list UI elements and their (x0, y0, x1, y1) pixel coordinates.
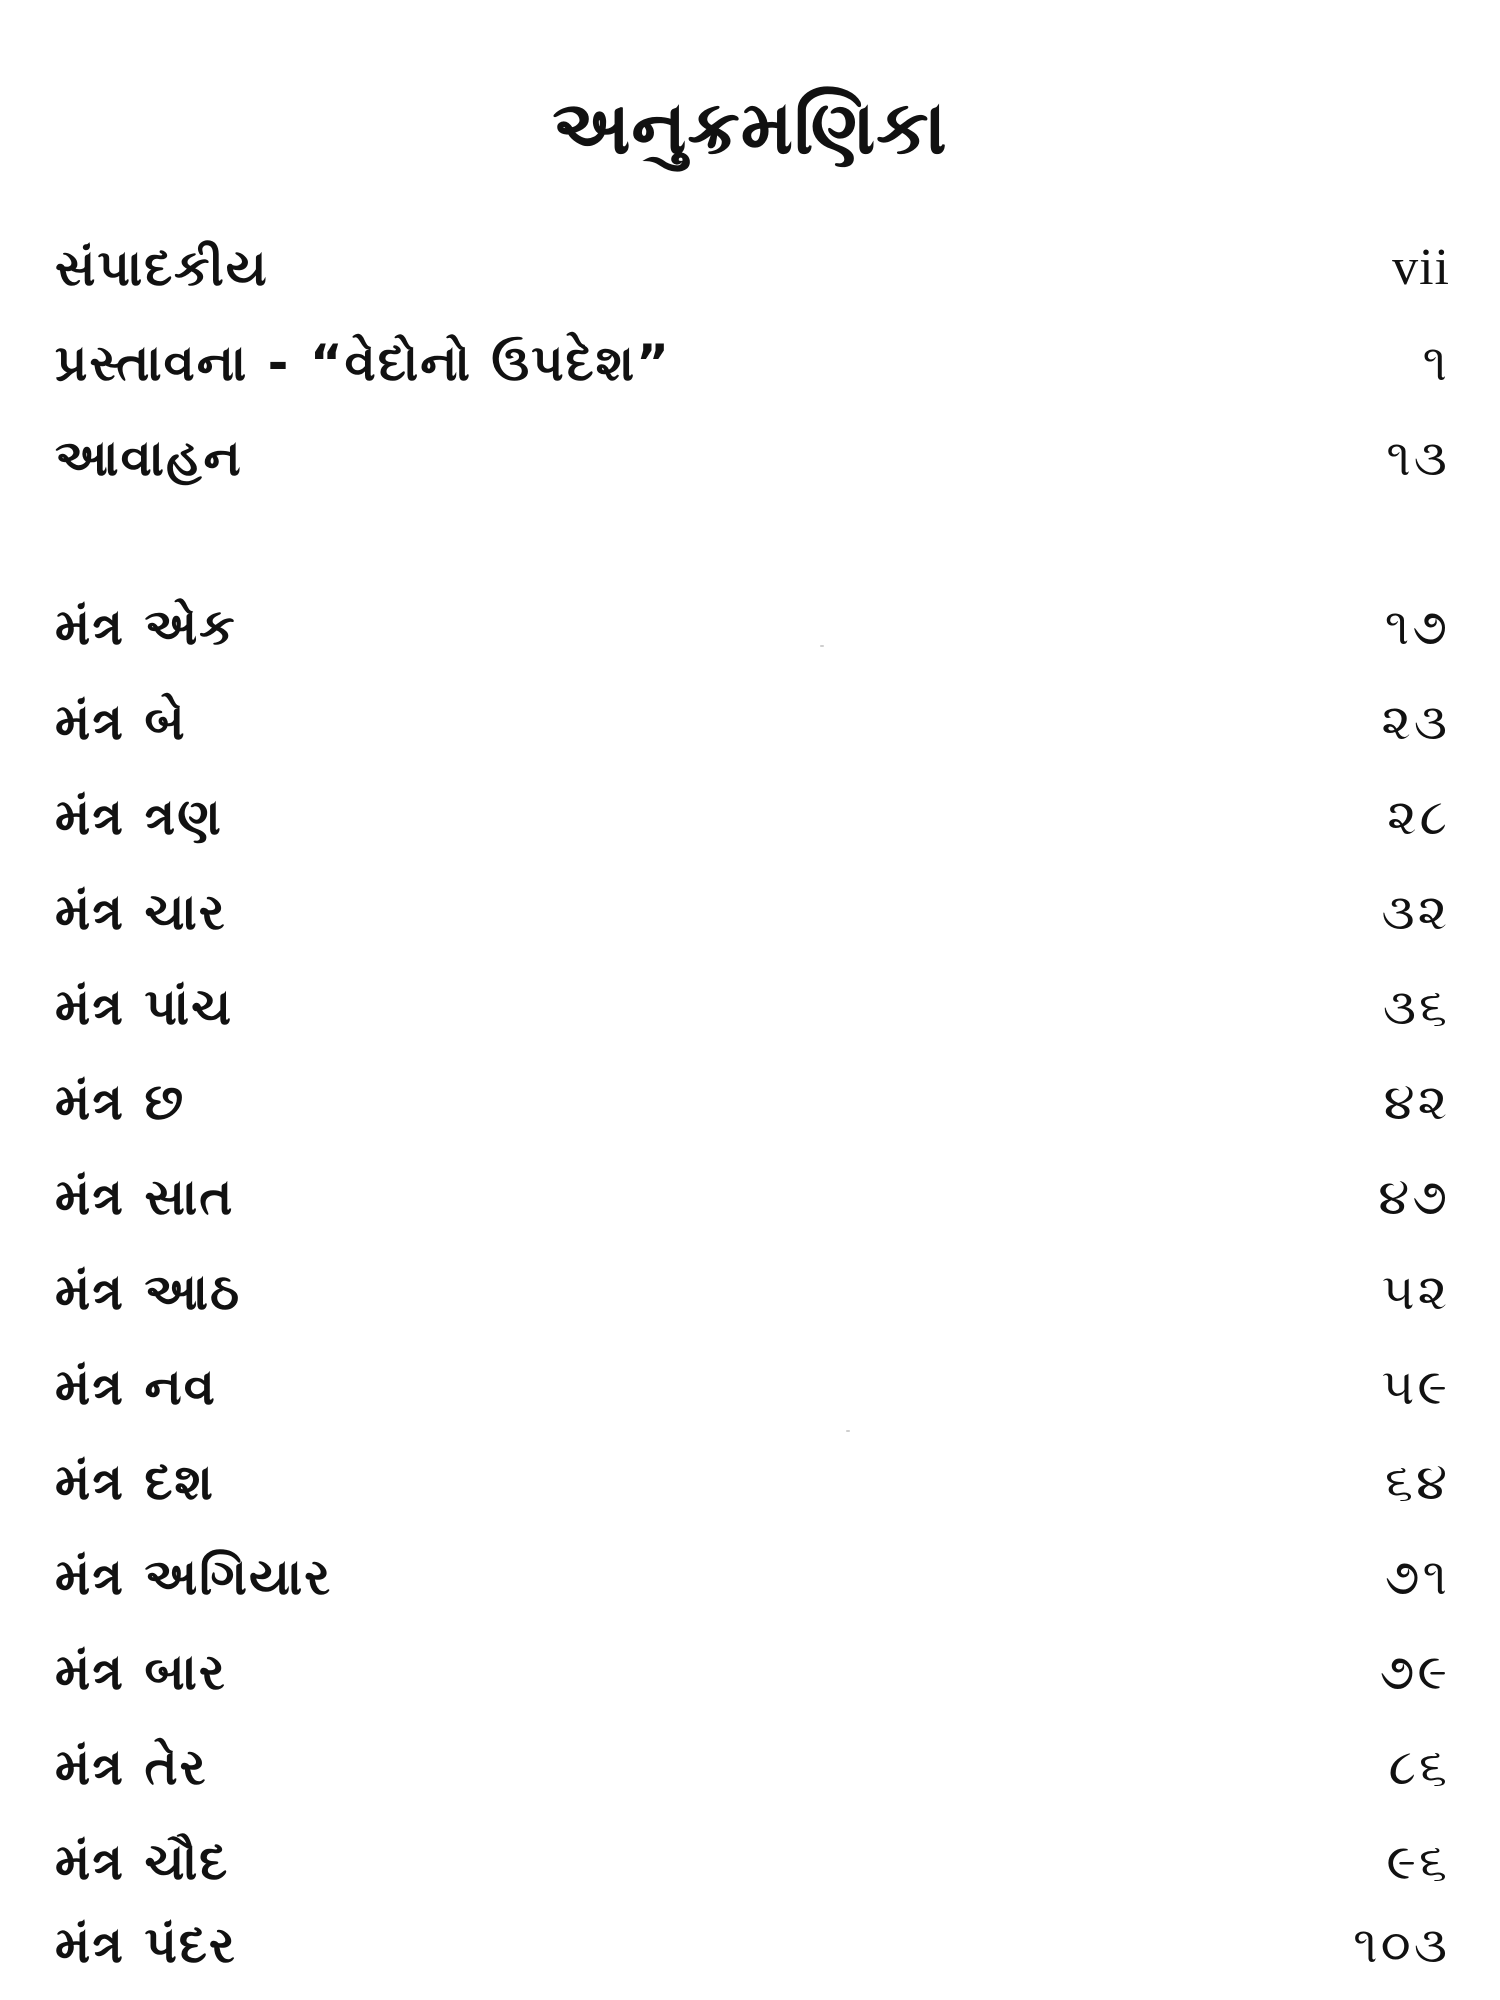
toc-entry-page-number: ૧૭ (1384, 598, 1450, 656)
toc-entry-label: મંત્ર સાત (55, 1168, 235, 1226)
toc-entry-label: મંત્ર ત્રણ (55, 788, 223, 846)
toc-entry-page-number: vii (1392, 239, 1450, 296)
toc-entry-page-number: ૭૯ (1379, 1643, 1450, 1701)
toc-entry-label: મંત્ર બાર (55, 1643, 227, 1701)
toc-entry-page-number: ૬૪ (1385, 1453, 1450, 1511)
toc-entry-page-number: ૫૨ (1381, 1263, 1450, 1321)
toc-entry (55, 1347, 1450, 1427)
toc-entry (55, 418, 1450, 498)
toc-entry-page-number: ૨૩ (1381, 693, 1450, 751)
toc-entry (55, 777, 1450, 857)
toc-entry-label: સંપાદકીય (55, 239, 269, 297)
toc-entry (55, 1252, 1450, 1332)
toc-entry-page-number: ૪૨ (1383, 1073, 1450, 1131)
page-title: અનુક્રમણિકા (552, 85, 948, 171)
toc-entry-label: મંત્ર પંદર (55, 1916, 237, 1974)
toc-entry-page-number: ૮૬ (1388, 1738, 1450, 1796)
toc-entry-label: મંત્ર અગિયાર (55, 1548, 333, 1606)
toc-entry (55, 1537, 1450, 1617)
toc-entry-label: મંત્ર તેર (55, 1738, 208, 1796)
toc-entry-label: મંત્ર દશ (55, 1453, 215, 1511)
toc-entry (55, 1062, 1450, 1142)
scan-speck (820, 645, 824, 647)
toc-entry (55, 682, 1450, 762)
toc-entry (55, 1727, 1450, 1807)
toc-entry-label: મંત્ર ચૌદ (55, 1833, 230, 1891)
toc-entry (55, 967, 1450, 1047)
toc-entry-page-number: ૨૮ (1387, 788, 1450, 846)
toc-entry-page-number: ૧ (1422, 334, 1450, 392)
toc-entry-page-number: ૩૨ (1381, 883, 1450, 941)
toc-entry-label: મંત્ર એક (55, 598, 237, 656)
toc-entry-page-number: ૧૩ (1386, 429, 1450, 487)
toc-entry (55, 1905, 1450, 1985)
toc-entry-page-number: ૪૭ (1378, 1168, 1450, 1226)
toc-entry-page-number: ૧૦૩ (1353, 1916, 1450, 1974)
toc-entry-label: મંત્ર ચાર (55, 883, 227, 941)
toc-entry-label: મંત્ર નવ (55, 1358, 217, 1416)
toc-entry-label: આવાહન (55, 429, 243, 487)
toc-entry (55, 587, 1450, 667)
toc-entry-page-number: ૫૯ (1381, 1358, 1450, 1416)
toc-entry (55, 1822, 1450, 1902)
toc-entry (55, 1632, 1450, 1712)
scan-speck (846, 1430, 850, 1432)
toc-entry (55, 323, 1450, 403)
toc-entry (55, 1157, 1450, 1237)
toc-entry-label: મંત્ર બે (55, 693, 187, 751)
toc-entry-page-number: ૩૬ (1382, 978, 1450, 1036)
toc-entry (55, 228, 1450, 308)
toc-entry-page-number: ૯૬ (1386, 1833, 1450, 1891)
toc-entry-label: પ્રસ્તાવના - “વેદોનો ઉપદેશ” (55, 334, 672, 392)
toc-entry (55, 1442, 1450, 1522)
toc-entry (55, 872, 1450, 952)
toc-entry-label: મંત્ર છ (55, 1073, 186, 1131)
toc-entry-label: મંત્ર પાંચ (55, 978, 234, 1036)
toc-entry-label: મંત્ર આઠ (55, 1263, 242, 1321)
toc-entry-page-number: ૭૧ (1384, 1548, 1450, 1606)
